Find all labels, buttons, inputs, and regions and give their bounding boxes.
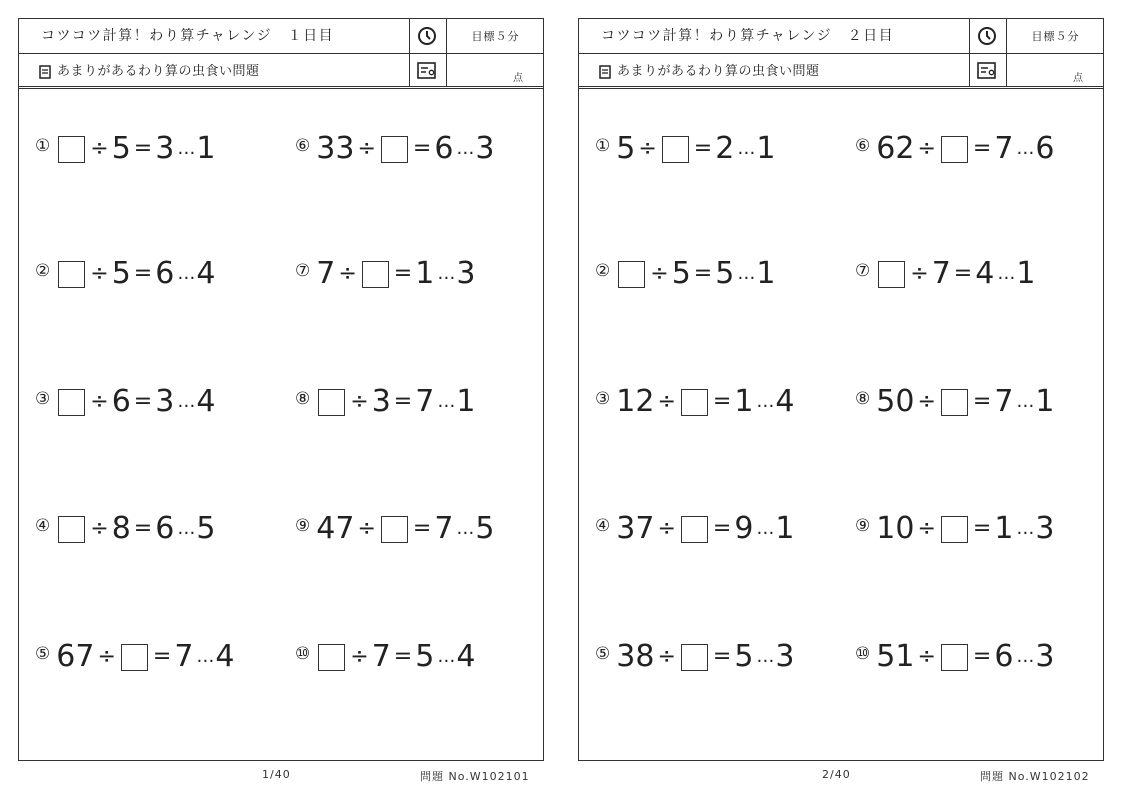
answer-box[interactable] xyxy=(878,261,905,288)
problem-item xyxy=(295,637,475,677)
remainder: 4 xyxy=(196,256,216,291)
remainder: 4 xyxy=(456,639,476,674)
remainder-dots: … xyxy=(997,263,1014,284)
quotient: 1 xyxy=(734,384,754,419)
problem-number: ⑧ xyxy=(295,389,311,409)
problem-item xyxy=(855,509,1055,549)
divide-sign: ÷ xyxy=(657,389,676,414)
equals-sign: = xyxy=(393,389,413,414)
equals-sign: = xyxy=(693,261,713,286)
problem-number: 問題 No.W102101 xyxy=(420,770,530,783)
problem-number: ⑤ xyxy=(595,644,611,664)
remainder-dots: … xyxy=(177,391,194,412)
problem-item xyxy=(595,254,775,294)
problem-item xyxy=(295,382,475,422)
divide-sign: ÷ xyxy=(650,261,669,286)
problem-number: ⑤ xyxy=(35,644,51,664)
clock-icon xyxy=(417,26,437,46)
remainder-dots: … xyxy=(437,646,454,667)
remainder: 1 xyxy=(196,131,216,166)
divide-sign: ÷ xyxy=(657,644,676,669)
remainder-dots: … xyxy=(177,263,194,284)
dividend: 67 xyxy=(56,639,95,674)
answer-box[interactable] xyxy=(681,389,708,416)
remainder: 3 xyxy=(456,256,476,291)
problem-item xyxy=(855,254,1035,294)
answer-box[interactable] xyxy=(681,516,708,543)
problem-item xyxy=(595,129,775,169)
remainder: 3 xyxy=(1035,639,1055,674)
divisor: 3 xyxy=(371,384,391,419)
problem-number: ⑩ xyxy=(855,644,871,664)
remainder-dots: … xyxy=(737,138,754,159)
equals-sign: = xyxy=(133,136,153,161)
divide-sign: ÷ xyxy=(917,644,936,669)
equals-sign: = xyxy=(133,516,153,541)
dividend: 50 xyxy=(876,384,915,419)
equals-sign: = xyxy=(393,261,413,286)
worksheet-subtitle: あまりがあるわり算の虫食い問題 xyxy=(617,64,820,79)
subheader-row xyxy=(579,54,1103,89)
memo-icon xyxy=(977,62,997,80)
clock-icon xyxy=(977,26,997,46)
score-unit: 点 xyxy=(1073,73,1083,84)
quotient: 7 xyxy=(174,639,194,674)
worksheet-day-1 xyxy=(18,18,544,761)
dividend: 37 xyxy=(616,511,655,546)
divide-sign: ÷ xyxy=(90,516,109,541)
equals-sign: = xyxy=(972,389,992,414)
document-icon xyxy=(599,65,611,79)
answer-box[interactable] xyxy=(381,516,408,543)
target-time: 目標５分 xyxy=(471,30,520,43)
problem-item xyxy=(855,637,1055,677)
remainder-dots: … xyxy=(1016,391,1033,412)
equals-sign: = xyxy=(412,136,432,161)
answer-box[interactable] xyxy=(318,644,345,671)
equals-sign: = xyxy=(412,516,432,541)
quotient: 5 xyxy=(415,639,435,674)
problem-number: ① xyxy=(35,136,51,156)
remainder: 1 xyxy=(775,511,795,546)
divisor: 7 xyxy=(371,639,391,674)
remainder-dots: … xyxy=(456,518,473,539)
remainder: 6 xyxy=(1035,131,1055,166)
remainder-dots: … xyxy=(177,138,194,159)
divide-sign: ÷ xyxy=(357,516,376,541)
dividend: 33 xyxy=(316,131,355,166)
problem-number: ② xyxy=(35,261,51,281)
remainder-dots: … xyxy=(456,138,473,159)
remainder: 1 xyxy=(756,256,776,291)
answer-box[interactable] xyxy=(941,136,968,163)
dividend: 38 xyxy=(616,639,655,674)
answer-box[interactable] xyxy=(58,261,85,288)
problem-item xyxy=(595,509,795,549)
divide-sign: ÷ xyxy=(917,136,936,161)
dividend: 10 xyxy=(876,511,915,546)
quotient: 5 xyxy=(715,256,735,291)
remainder-dots: … xyxy=(1016,138,1033,159)
problem-number: 問題 No.W102102 xyxy=(980,770,1090,783)
dividend: 5 xyxy=(616,131,636,166)
problem-item xyxy=(855,129,1055,169)
problem-number: ⑥ xyxy=(855,136,871,156)
remainder-dots: … xyxy=(1016,646,1033,667)
answer-box[interactable] xyxy=(941,644,968,671)
answer-box[interactable] xyxy=(58,389,85,416)
quotient: 6 xyxy=(994,639,1014,674)
problem-item xyxy=(595,382,795,422)
quotient: 3 xyxy=(155,131,175,166)
problem-number: ④ xyxy=(595,516,611,536)
divide-sign: ÷ xyxy=(917,516,936,541)
page-indicator: 2/40 xyxy=(822,768,851,781)
quotient: 7 xyxy=(434,511,454,546)
remainder-dots: … xyxy=(177,518,194,539)
problem-item xyxy=(35,129,215,169)
divisor: 5 xyxy=(671,256,691,291)
quotient: 5 xyxy=(734,639,754,674)
worksheet-title: コツコツ計算！わり算チャレンジ １日目 xyxy=(41,28,335,44)
quotient: 7 xyxy=(994,131,1014,166)
divide-sign: ÷ xyxy=(357,136,376,161)
remainder-dots: … xyxy=(737,263,754,284)
divide-sign: ÷ xyxy=(97,644,116,669)
subheader-row xyxy=(19,54,543,89)
remainder-dots: … xyxy=(196,646,213,667)
header-row xyxy=(19,19,543,54)
dividend: 62 xyxy=(876,131,915,166)
remainder: 1 xyxy=(456,384,476,419)
divide-sign: ÷ xyxy=(657,516,676,541)
problem-number: ⑨ xyxy=(295,516,311,536)
problem-number: ③ xyxy=(595,389,611,409)
quotient: 7 xyxy=(994,384,1014,419)
dividend: 7 xyxy=(316,256,336,291)
worksheet-subtitle: あまりがあるわり算の虫食い問題 xyxy=(57,64,260,79)
equals-sign: = xyxy=(693,136,713,161)
problem-number: ③ xyxy=(35,389,51,409)
answer-box[interactable] xyxy=(618,261,645,288)
equals-sign: = xyxy=(393,644,413,669)
remainder-dots: … xyxy=(437,263,454,284)
answer-box[interactable] xyxy=(941,516,968,543)
remainder-dots: … xyxy=(437,391,454,412)
problem-number: ④ xyxy=(35,516,51,536)
equals-sign: = xyxy=(712,644,732,669)
equals-sign: = xyxy=(712,389,732,414)
divide-sign: ÷ xyxy=(917,389,936,414)
header-row xyxy=(579,19,1103,54)
answer-box[interactable] xyxy=(941,389,968,416)
quotient: 6 xyxy=(434,131,454,166)
remainder: 5 xyxy=(196,511,216,546)
page-indicator: 1/40 xyxy=(262,768,291,781)
problem-number: ⑨ xyxy=(855,516,871,536)
document-icon xyxy=(39,65,51,79)
answer-box[interactable] xyxy=(58,136,85,163)
equals-sign: = xyxy=(712,516,732,541)
divide-sign: ÷ xyxy=(90,136,109,161)
answer-box[interactable] xyxy=(381,136,408,163)
problem-item xyxy=(855,382,1055,422)
problem-number: ⑥ xyxy=(295,136,311,156)
dividend: 51 xyxy=(876,639,915,674)
answer-box[interactable] xyxy=(318,389,345,416)
remainder-dots: … xyxy=(756,518,773,539)
divisor: 7 xyxy=(931,256,951,291)
worksheet-day-2 xyxy=(578,18,1104,761)
problem-number: ② xyxy=(595,261,611,281)
answer-box[interactable] xyxy=(121,644,148,671)
problem-number: ⑩ xyxy=(295,644,311,664)
quotient: 6 xyxy=(155,511,175,546)
remainder: 4 xyxy=(215,639,235,674)
worksheet-title: コツコツ計算！わり算チャレンジ ２日目 xyxy=(601,28,895,44)
divide-sign: ÷ xyxy=(350,644,369,669)
answer-box[interactable] xyxy=(362,261,389,288)
remainder: 1 xyxy=(756,131,776,166)
equals-sign: = xyxy=(133,389,153,414)
problem-number: ⑦ xyxy=(295,261,311,281)
answer-box[interactable] xyxy=(681,644,708,671)
problem-item xyxy=(35,637,235,677)
remainder-dots: … xyxy=(1016,518,1033,539)
target-time: 目標５分 xyxy=(1031,30,1080,43)
problem-item xyxy=(295,509,495,549)
divide-sign: ÷ xyxy=(338,261,357,286)
answer-box[interactable] xyxy=(58,516,85,543)
problem-item xyxy=(595,637,795,677)
equals-sign: = xyxy=(152,644,172,669)
divisor: 8 xyxy=(111,511,131,546)
problem-number: ⑧ xyxy=(855,389,871,409)
equals-sign: = xyxy=(972,644,992,669)
quotient: 2 xyxy=(715,131,735,166)
equals-sign: = xyxy=(953,261,973,286)
dividend: 12 xyxy=(616,384,655,419)
answer-box[interactable] xyxy=(662,136,689,163)
divisor: 5 xyxy=(111,256,131,291)
equals-sign: = xyxy=(972,516,992,541)
problem-item xyxy=(35,509,215,549)
remainder: 5 xyxy=(475,511,495,546)
divide-sign: ÷ xyxy=(910,261,929,286)
remainder: 3 xyxy=(1035,511,1055,546)
remainder: 1 xyxy=(1016,256,1036,291)
quotient: 1 xyxy=(415,256,435,291)
remainder: 1 xyxy=(1035,384,1055,419)
problem-item xyxy=(35,382,215,422)
equals-sign: = xyxy=(133,261,153,286)
divide-sign: ÷ xyxy=(90,261,109,286)
quotient: 7 xyxy=(415,384,435,419)
problem-item xyxy=(295,129,495,169)
divisor: 6 xyxy=(111,384,131,419)
quotient: 9 xyxy=(734,511,754,546)
problem-item xyxy=(35,254,215,294)
quotient: 1 xyxy=(994,511,1014,546)
remainder: 4 xyxy=(775,384,795,419)
divide-sign: ÷ xyxy=(350,389,369,414)
remainder-dots: … xyxy=(756,391,773,412)
remainder: 3 xyxy=(775,639,795,674)
divide-sign: ÷ xyxy=(90,389,109,414)
divisor: 5 xyxy=(111,131,131,166)
quotient: 3 xyxy=(155,384,175,419)
problem-item xyxy=(295,254,475,294)
dividend: 47 xyxy=(316,511,355,546)
equals-sign: = xyxy=(972,136,992,161)
remainder: 4 xyxy=(196,384,216,419)
memo-icon xyxy=(417,62,437,80)
remainder-dots: … xyxy=(756,646,773,667)
quotient: 4 xyxy=(975,256,995,291)
quotient: 6 xyxy=(155,256,175,291)
remainder: 3 xyxy=(475,131,495,166)
problem-number: ① xyxy=(595,136,611,156)
score-unit: 点 xyxy=(513,73,523,84)
problem-number: ⑦ xyxy=(855,261,871,281)
divide-sign: ÷ xyxy=(638,136,657,161)
